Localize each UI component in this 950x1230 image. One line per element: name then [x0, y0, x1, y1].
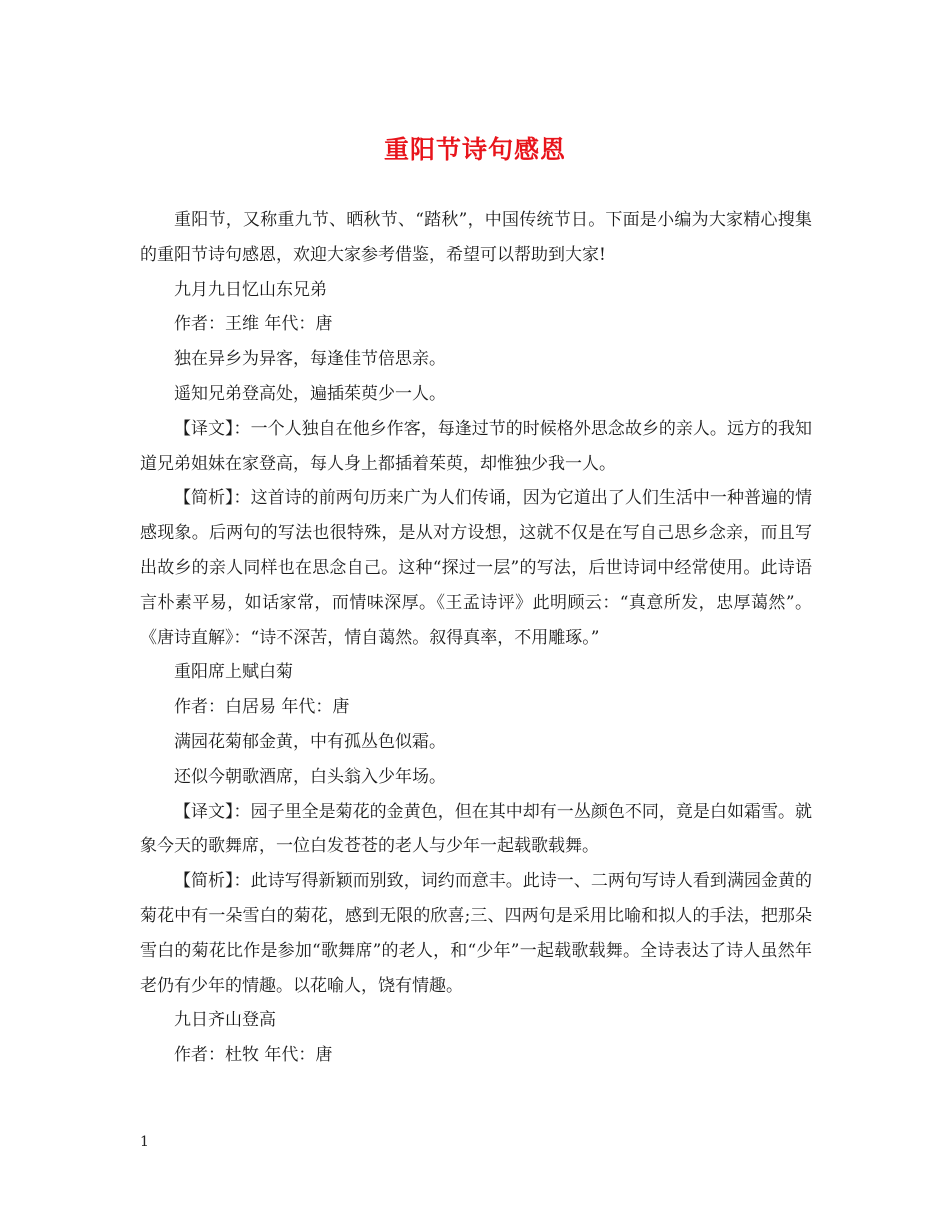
- translation-paragraph: 【译文】：园子里全是菊花的金黄色，但在其中却有一丛颜色不同，竟是白如霜雪。就象今天的歌舞席，一位白发苍苍的老人与少年一起载歌载舞。: [140, 801, 812, 857]
- page-number: 1: [140, 1134, 149, 1150]
- document-title: 重阳节诗句感恩: [383, 135, 566, 164]
- poem-verse-line: 遥知兄弟登高处，遍插茱萸少一人。: [174, 383, 446, 404]
- poem-title: 重阳席上赋白菊: [174, 662, 293, 683]
- translation-paragraph: 【译文】：一个人独自在他乡作客，每逢过节的时候格外思念故乡的亲人。远方的我知道兄弟姐妹在家登高，每人身上都插着茱萸，却惟独少我一人。: [140, 418, 812, 474]
- document-body: [140, 203, 812, 1073]
- poem-author-line: 作者：王维 年代：唐: [174, 314, 333, 335]
- poem-verse-line: 满园花菊郁金黄，中有孤丛色似霜。: [174, 731, 446, 752]
- poem-verse-line: 还似今朝歌酒席，白头翁入少年场。: [174, 766, 446, 787]
- analysis-paragraph: 【简析】：这首诗的前两句历来广为人们传诵，因为它道出了人们生活中一种普遍的情感现象。后两句的写法也很特殊，是从对方设想，这就不仅是在写自己思乡念亲，而且写出故乡的亲人同样也在思念自己。这种“探过一层”的写法，后世诗词中经常使用。此诗语言朴素平易，如话家常，而情味深厚。《王孟诗评》此明顾云：“真意所发，忠厚蔼然”。《唐诗直解》：“诗不深苦，情自蔼然。叙得真率，不用雕琢。”: [140, 488, 812, 648]
- analysis-paragraph: 【简析】：此诗写得新颖而别致，词约而意丰。此诗一、二两句写诗人看到满园金黄的菊花中有一朵雪白的菊花，感到无限的欣喜;三、四两句是采用比喻和拟人的手法，把那朵雪白的菊花比作是参加“歌舞席”的老人，和“少年”一起载歌载舞。全诗表达了诗人虽然年老仍有少年的情趣。以花喻人，饶有情趣。: [140, 871, 812, 996]
- poem-title: 九日齐山登高: [174, 1010, 276, 1031]
- poem-verse-line: 独在异乡为异客，每逢佳节倍思亲。: [174, 349, 446, 370]
- intro-paragraph: 重阳节，又称重九节、晒秋节、“踏秋”，中国传统节日。下面是小编为大家精心搜集的重阳节诗句感恩，欢迎大家参考借鉴，希望可以帮助到大家!: [140, 210, 812, 265]
- poem-author-line: 作者：杜牧 年代：唐: [174, 1045, 333, 1066]
- poem-author-line: 作者：白居易 年代：唐: [174, 697, 350, 718]
- poem-title: 九月九日忆山东兄弟: [174, 279, 327, 300]
